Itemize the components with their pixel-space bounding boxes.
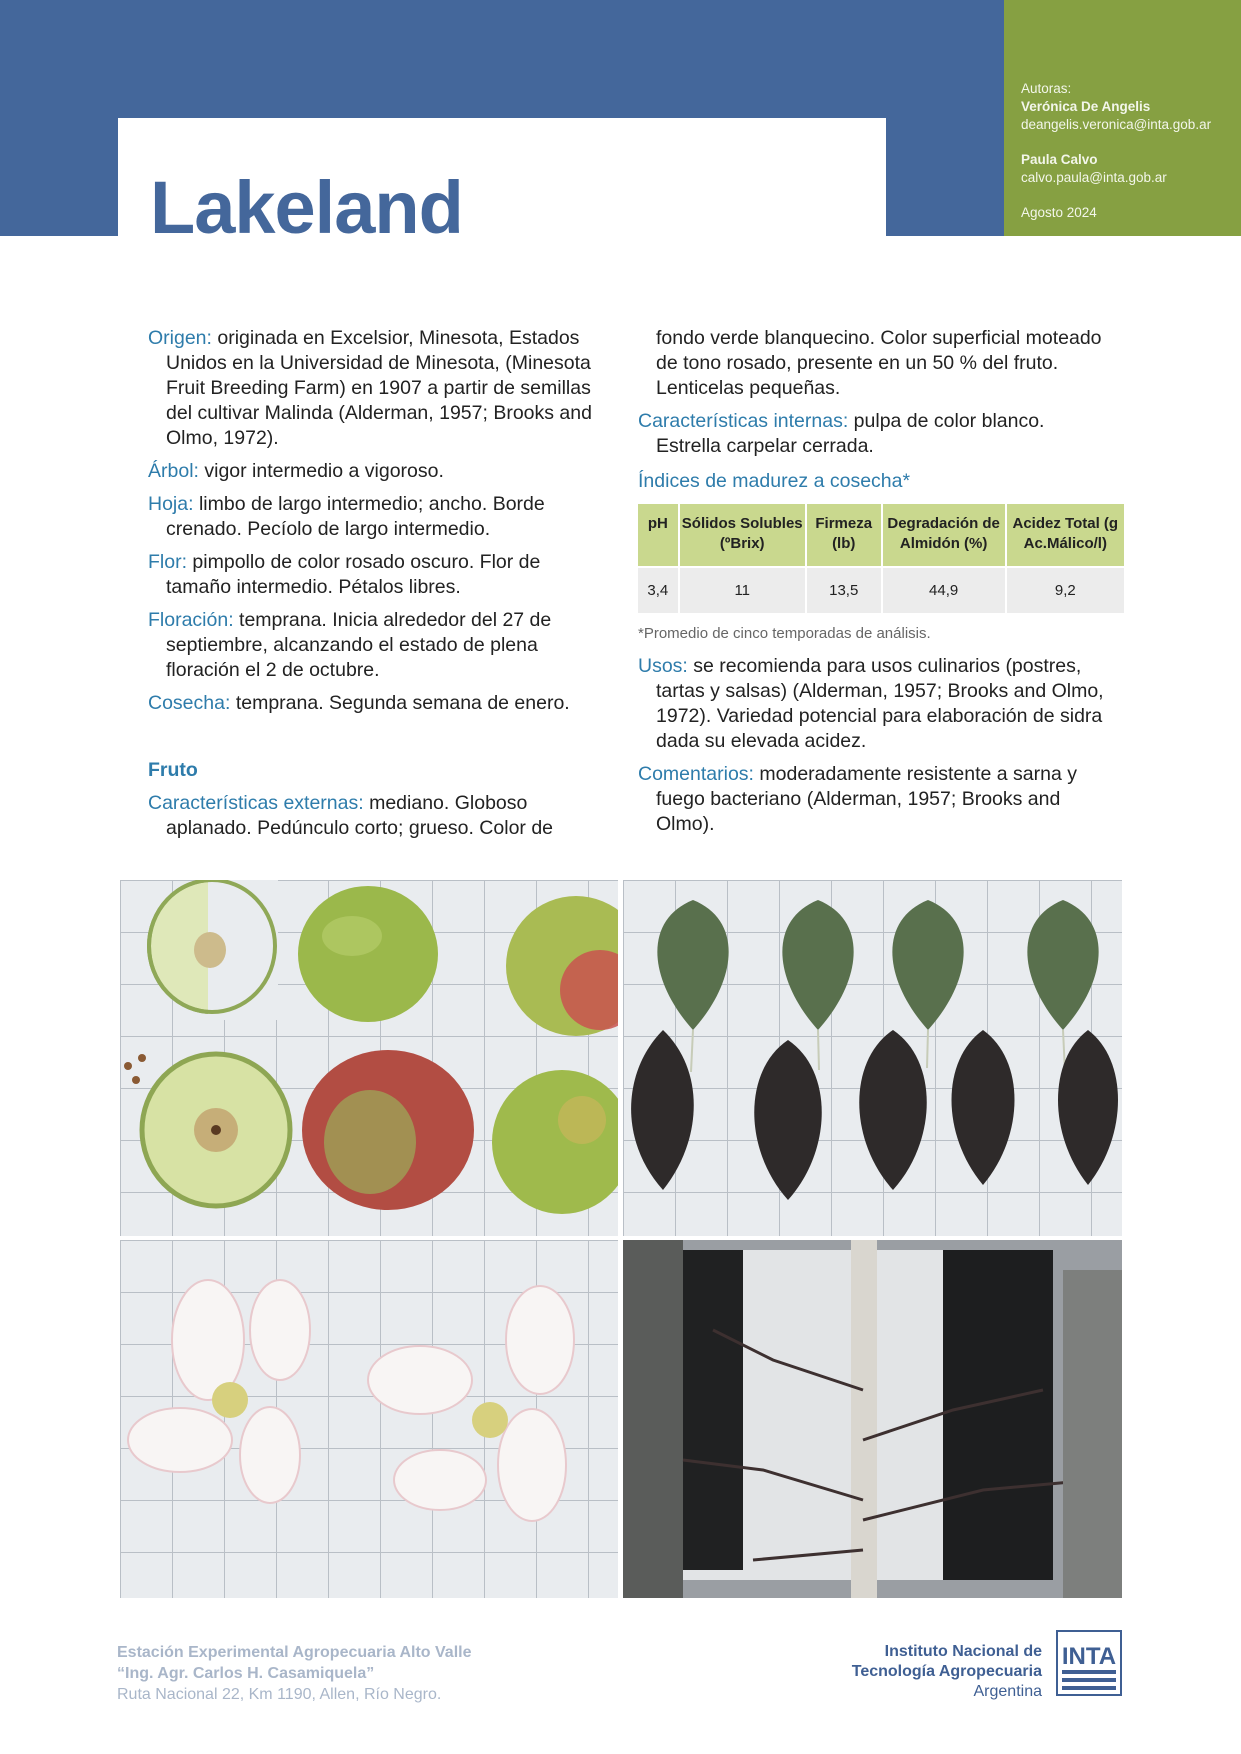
usos-paragraph xyxy=(638,654,1108,754)
ext-paragraph xyxy=(148,791,598,841)
page-title: Lakeland xyxy=(150,166,463,249)
floracion-text: temprana. Inicia alrededor del 27 de septiembre, alcanzando el estado de plena floración el 2 de octubre. xyxy=(166,609,552,681)
table-header: Firmeza (lb) xyxy=(807,504,883,566)
leaves-photo xyxy=(623,880,1122,1236)
table-row xyxy=(638,566,1124,613)
institute-country: Argentina xyxy=(973,1683,1042,1700)
author-email: calvo.paula@inta.gob.ar xyxy=(1021,170,1167,185)
flower-photo xyxy=(120,1240,618,1598)
int-label: Características internas: xyxy=(638,410,849,432)
left-column xyxy=(148,326,598,849)
origen-paragraph xyxy=(148,326,598,451)
logo-text: INTA xyxy=(1061,1643,1117,1670)
authors-label: Autoras: xyxy=(1021,81,1072,96)
table-header: pH xyxy=(638,504,680,566)
flor-label: Flor: xyxy=(148,551,187,573)
int-paragraph xyxy=(638,409,1108,459)
floracion-label: Floración: xyxy=(148,609,234,631)
institute-line1: Instituto Nacional de xyxy=(884,1643,1042,1660)
usos-label: Usos: xyxy=(638,655,688,677)
arbol-paragraph xyxy=(148,459,598,484)
publication-date: Agosto 2024 xyxy=(1021,205,1097,220)
ext-label: Características externas: xyxy=(148,792,364,814)
author-email: deangelis.veronica@inta.gob.ar xyxy=(1021,117,1212,132)
arbol-text: vigor intermedio a vigoroso. xyxy=(204,460,444,482)
station-info xyxy=(117,1642,471,1705)
indices-title: Índices de madurez a cosecha* xyxy=(638,470,911,492)
photo-grid xyxy=(120,880,1122,1598)
origen-label: Origen: xyxy=(148,327,212,349)
flor-text: pimpollo de color rosado oscuro. Flor de tamaño intermedio. Pétalos libres. xyxy=(166,551,541,598)
station-line1: Estación Experimental Agropecuaria Alto Valle xyxy=(117,1644,472,1661)
institute-info xyxy=(820,1642,1042,1702)
int-text: pulpa de color blanco. Estrella carpelar cerrada. xyxy=(656,410,1045,457)
table-cell: 11 xyxy=(680,566,807,613)
ext-text: mediano. Globoso aplanado. Pedúnculo corto; grueso. Color de xyxy=(166,792,554,839)
comentarios-paragraph xyxy=(638,762,1108,837)
cosecha-label: Cosecha: xyxy=(148,692,231,714)
flor-paragraph xyxy=(148,550,598,600)
author-name: Verónica De Angelis xyxy=(1021,99,1151,114)
usos-text: se recomienda para usos culinarios (postres, tartas y salsas) (Alderman, 1957; Brooks and Olmo, 1972). Variedad potencial para elaboración de sidra dada su elevada acidez. xyxy=(656,655,1104,752)
arbol-label: Árbol: xyxy=(148,460,199,482)
cosecha-paragraph xyxy=(148,691,598,716)
inta-logo xyxy=(1056,1630,1122,1696)
hoja-text: limbo de largo intermedio; ancho. Borde crenado. Pecíolo de largo intermedio. xyxy=(166,493,545,540)
comentarios-label: Comentarios: xyxy=(638,763,754,785)
table-cell: 3,4 xyxy=(638,566,680,613)
origen-text: originada en Excelsior, Minesota, Estados Unidos en la Universidad de Minesota, (Minesota Fruit Breeding Farm) en 1907 a partir de semillas del cultivar Malinda (Alderman, 1957; Brooks and Olmo, 1972). xyxy=(166,327,592,449)
cosecha-text: temprana. Segunda semana de enero. xyxy=(235,692,570,714)
institute-line2: Tecnología Agropecuaria xyxy=(851,1663,1042,1680)
hoja-paragraph xyxy=(148,492,598,542)
floracion-paragraph xyxy=(148,608,598,683)
station-address: Ruta Nacional 22, Km 1190, Allen, Río Negro. xyxy=(117,1686,442,1703)
table-cell: 9,2 xyxy=(1007,566,1124,613)
right-column xyxy=(638,326,1119,845)
author-name: Paula Calvo xyxy=(1021,152,1098,167)
authors-box xyxy=(1004,0,1241,236)
tree-photo xyxy=(623,1240,1122,1598)
ext-continued: fondo verde blanquecino. Color superficial moteado de tono rosado, presente en un 50 % del fruto. Lenticelas pequeñas. xyxy=(656,327,1102,399)
fruit-photo xyxy=(120,880,618,1236)
fruto-heading: Fruto xyxy=(148,759,198,781)
table-header: Sólidos Solubles (ºBrix) xyxy=(680,504,807,566)
table-cell: 44,9 xyxy=(883,566,1007,613)
table-header-row xyxy=(638,504,1124,566)
hoja-label: Hoja: xyxy=(148,493,194,515)
table-header: Acidez Total (g Ac.Málico/l) xyxy=(1007,504,1124,566)
table-note: *Promedio de cinco temporadas de análisis. xyxy=(638,625,931,642)
station-line2: “Ing. Agr. Carlos H. Casamiquela” xyxy=(117,1665,375,1682)
table-cell: 13,5 xyxy=(807,566,883,613)
comentarios-text: moderadamente resistente a sarna y fuego bacteriano (Alderman, 1957; Brooks and Olmo). xyxy=(656,763,1077,835)
maturity-table xyxy=(638,504,1124,613)
table-header: Degradación de Almidón (%) xyxy=(883,504,1007,566)
